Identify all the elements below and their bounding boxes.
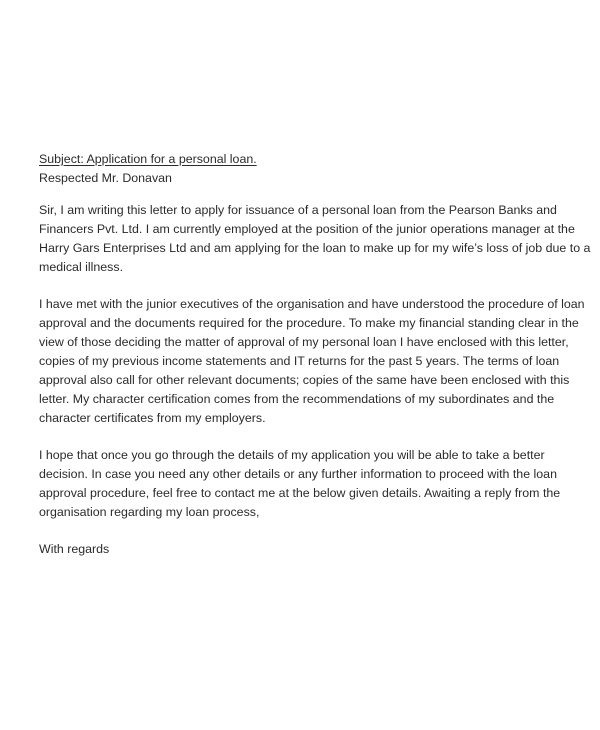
paragraph-line: I hope that once you go through the details of my application you will be able to take a better (39, 448, 545, 462)
paragraph-line: I have met with the junior executives of the organisation and have understood the procedure of loan (39, 297, 585, 311)
paragraph-line: Financers Pvt. Ltd. I am currently employed at the position of the junior operations manager at the (39, 222, 575, 236)
paragraph-2 (39, 295, 585, 428)
paragraph-line: approval procedure, feel free to contact me at the below given details. Awaiting a reply from the (39, 486, 561, 500)
subject-line: Subject: Application for a personal loan. (39, 152, 257, 166)
paragraph-line: decision. In case you need any other details or any further information to proceed with the loan (39, 467, 557, 481)
paragraph-1 (39, 201, 591, 277)
paragraph-line: Harry Gars Enterprises Ltd and am applying for the loan to make up for my wife’s loss of job due to a (39, 241, 591, 255)
paragraph-line: organisation regarding my loan process, (39, 505, 260, 519)
salutation: Respected Mr. Donavan (39, 171, 172, 185)
paragraph-line: approval also call for other relevant documents; copies of the same have been enclosed with this (39, 373, 570, 387)
paragraph-3 (39, 446, 579, 522)
closing: With regards (39, 542, 110, 556)
paragraph-line: view of those deciding the matter of approval of my personal loan I have enclosed with this letter, (39, 335, 569, 349)
letter-heading (39, 150, 579, 188)
letter-body (39, 150, 591, 577)
paragraph-line: character certificates from my employers. (39, 411, 266, 425)
closing-block (39, 540, 579, 559)
paragraph-line: medical illness. (39, 260, 124, 274)
paragraph-line: letter. My character certification comes from the recommendations of my subordinates and the (39, 392, 555, 406)
paragraph-line: approval and the documents required for the procedure. To make my financial standing clear in the (39, 316, 579, 330)
paragraph-line: Sir, I am writing this letter to apply for issuance of a personal loan from the Pearson Banks and (39, 203, 557, 217)
paragraph-line: copies of my previous income statements and IT returns for the past 5 years. The terms of loan (39, 354, 560, 368)
